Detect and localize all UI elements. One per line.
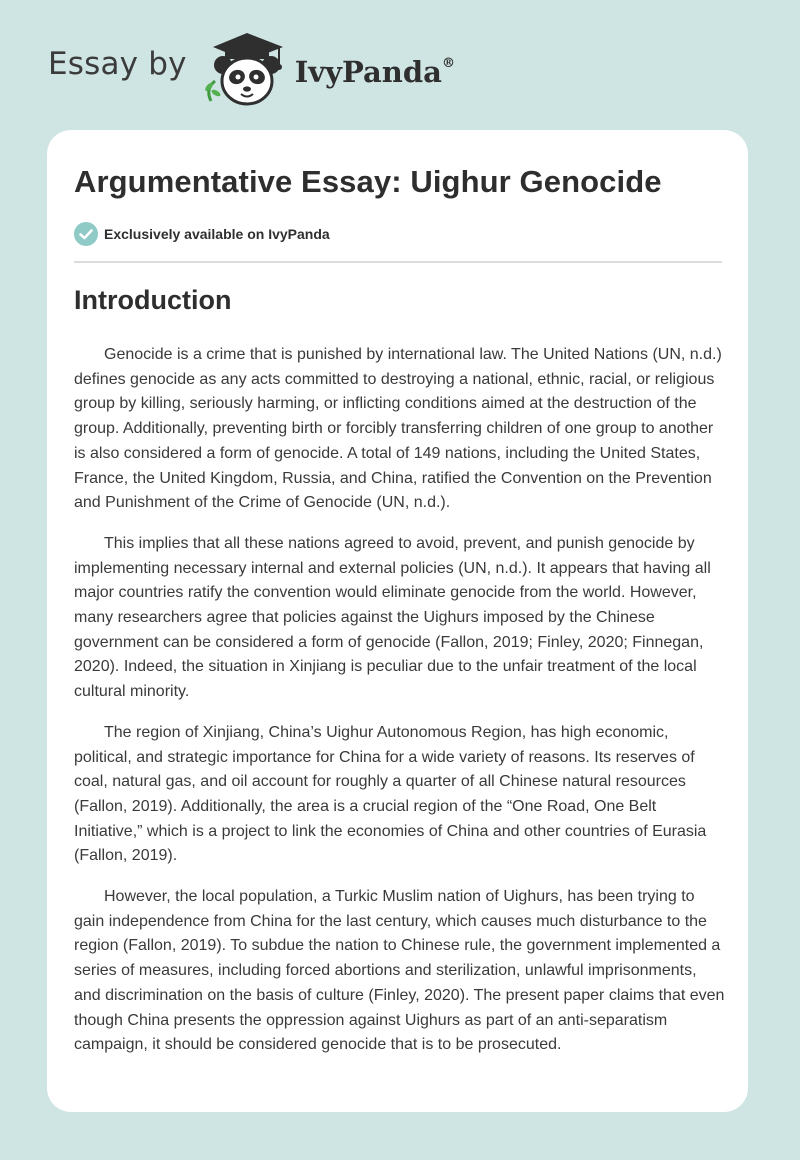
section-heading: Introduction xyxy=(74,285,232,315)
exclusive-badge-label: Exclusively available on IvyPanda xyxy=(104,226,330,242)
brand-name-text: IvyPanda xyxy=(294,55,442,89)
exclusive-badge xyxy=(74,222,330,246)
paragraph: Genocide is a crime that is punished by international law. The United Nations (UN, n.d.) defines genocide as any acts committed to destroying a national, ethnic, racial, or religious group by killing, seriously harming, or inflicting conditions aimed at the destruction of the group. Additionally, preventing birth or forcibly transferring children of one group to another is also considered a form of genocide. A total of 149 nations, including the United States, France, the United Kingdom, Russia, and China, ratified the Convention on the Prevention and Punishment of the Crime of Genocide (UN, n.d.). xyxy=(74,346,722,512)
registered-mark: ® xyxy=(441,56,455,72)
essay-body xyxy=(74,343,726,1074)
paragraph: This implies that all these nations agreed to avoid, prevent, and punish genocide by implementing necessary internal and external policies (UN, n.d.). It appears that having all major countries ratify the convention would eliminate genocide from the world. However, many researchers agree that policies against the Uighurs imposed by the Chinese government can be considered a form of genocide (Fallon, 2019; Finley, 2020; Finnegan, 2020). Indeed, the situation in Xinjiang is peculiar due to the unfair treatment of the local cultural minority. xyxy=(74,534,711,701)
panda-graduation-cap-icon[interactable] xyxy=(201,31,293,109)
paragraph: However, the local population, a Turkic Muslim nation of Uighurs, has been trying to gain independence from China for the last century, which causes much disturbance to the region (Fallon, 2019). To subdue the nation to Chinese rule, the government implemented a series of measures, including forced abortions and sterilization, unlawful imprisonments, and discrimination on the basis of culture (Finley, 2020). The present paper claims that even though China presents the oppression against Uighurs as part of an anti-separatism campaign, it should be considered genocide that is to be prosecuted. xyxy=(74,888,725,1054)
title-divider xyxy=(74,261,722,263)
essay-by-label: Essay by xyxy=(48,46,187,82)
essay-title: Argumentative Essay: Uighur Genocide xyxy=(74,164,662,199)
brand-name[interactable] xyxy=(295,55,455,89)
check-circle-icon xyxy=(74,222,98,246)
essay-card xyxy=(47,130,748,1112)
site-header xyxy=(48,30,455,110)
paragraph: The region of Xinjiang, China’s Uighur Autonomous Region, has high economic, political, and strategic importance for China for a wide variety of reasons. Its reserves of coal, natural gas, and oil account for roughly a quarter of all Chinese natural resources (Fallon, 2019). Additionally, the area is a crucial region of the “One Road, One Belt Initiative,” which is a project to link the economies of China and other countries of Eurasia (Fallon, 2019). xyxy=(74,723,707,865)
